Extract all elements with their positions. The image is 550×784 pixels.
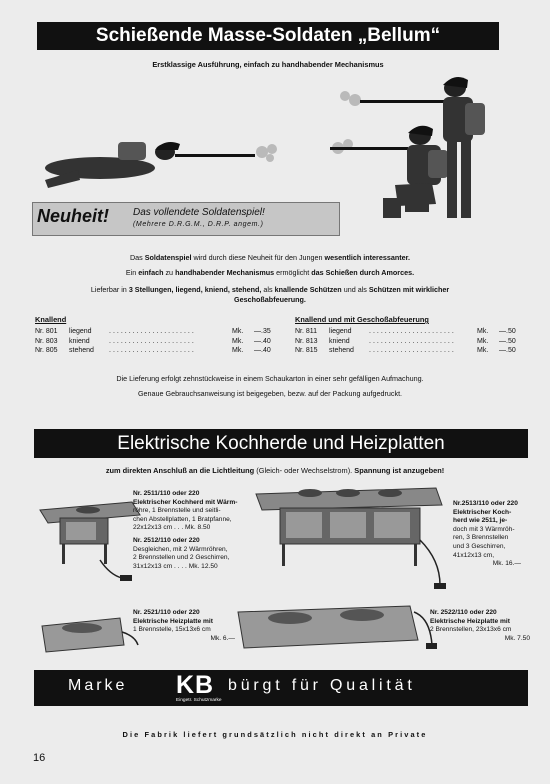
intro-line-4: Geschoßabfeuerung. bbox=[234, 295, 306, 304]
product-2522-description: Nr. 2522/110 oder 220 Elektrische Heizplatte mit 2 Brennstellen, 23x13x6 cm Mk. 7.50 bbox=[430, 609, 530, 642]
page-title: Schießende Masse-Soldaten „Bellum“ bbox=[95, 25, 441, 46]
neuheit-patent: (Mehrere D.R.G.M., D.R.P. angem.) bbox=[133, 221, 264, 228]
double-hotplate-figure bbox=[238, 606, 437, 649]
page-number: 16 bbox=[33, 752, 46, 764]
quality-slogan: bürgt für Qualität bbox=[228, 677, 416, 694]
product-2521-description: Nr. 2521/110 oder 220 Elektrische Heizplatte mit 1 Brennstelle, 15x13x6 cm Mk. 6.— bbox=[133, 609, 235, 642]
product-2513-description: Nr.2513/110 oder 220 Elektrischer Koch- herd wie 2511, je- doch mit 3 Wärmröh- ren, 3 Brennstellen und 3 Geschirren, 41x12x13 cm, Mk. 16.— bbox=[453, 500, 521, 568]
trademark-note: Eingetr. Schutzmarke bbox=[176, 698, 222, 703]
neuheit-tagline: Das vollendete Soldatenspiel! bbox=[133, 207, 265, 218]
small-stove-figure bbox=[40, 502, 140, 581]
delivery-line-1: Die Lieferung erfolgt zehnstückweise in einem Schaukarton in einer sehr gefälligen Aufmachung. bbox=[116, 374, 424, 383]
price-row: Nr. 803 kniend ...................... Mk. —.40 bbox=[35, 337, 271, 345]
price-list-heading: Knallend und mit Geschoßabfeuerung bbox=[295, 315, 429, 324]
intro-line-2: Ein einfach zu handhabender Mechanismus ermöglicht das Schießen durch Amorces. bbox=[125, 268, 415, 277]
price-row: Nr. 815 stehend ...................... Mk. —.50 bbox=[295, 347, 516, 355]
subtitle: Erstklassige Ausführung, einfach zu handhabender Mechanismus bbox=[152, 60, 384, 69]
marke-kb-banner bbox=[34, 670, 528, 706]
kochherde-subtitle: zum direkten Anschluß an die Lichtleitung (Gleich- oder Wechselstrom). Spannung ist anzugeben! bbox=[105, 466, 445, 475]
footer-notice: Die Fabrik liefert grundsätzlich nicht direkt an Private bbox=[122, 730, 428, 739]
price-row: Nr. 811 liegend ...................... Mk. —.50 bbox=[295, 328, 516, 335]
delivery-line-2: Genaue Gebrauchsanweisung ist beigegeben, bezw. auf der Packung aufgedruckt. bbox=[137, 389, 403, 398]
price-row: Nr. 801 liegend ...................... Mk. —.35 bbox=[35, 328, 271, 335]
price-row: Nr. 805 stehend ...................... Mk. —.40 bbox=[35, 347, 271, 355]
price-row: Nr. 813 kniend ...................... Mk. —.50 bbox=[295, 337, 516, 345]
intro-line-1: Das Soldatenspiel wird durch diese Neuheit für den Jungen wesentlich interessanter. bbox=[129, 253, 411, 262]
intro-line-3: Lieferbar in 3 Stellungen, liegend, kniend, stehend, als knallende Schützen und als Schützen mit wirklicher bbox=[90, 285, 450, 294]
product-2512-description: Nr. 2512/110 oder 220 Desgleichen, mit 2 Wärmröhren, 2 Brennstellen und 2 Geschirren, 31x12x13 cm . . . . Mk. 12.50 bbox=[133, 537, 230, 570]
large-stove-figure bbox=[256, 488, 446, 589]
price-list-heading: Knallend bbox=[35, 315, 67, 324]
neuheit-word: Neuheit! bbox=[37, 206, 109, 226]
kb-logo: KB bbox=[176, 671, 215, 699]
product-2511-description: Nr. 2511/110 oder 220 Elektrischer Kochherd mit Wärm- röhre, 1 Brennstelle und seitli- chen Abstellplatten, 1 Bratpfanne, 22x12x13 cm . . . Mk. 8.50 bbox=[133, 490, 238, 532]
section-title: Elektrische Kochherde und Heizplatten bbox=[117, 433, 445, 454]
marke-word: Marke bbox=[68, 677, 128, 694]
single-hotplate-figure bbox=[42, 618, 138, 652]
